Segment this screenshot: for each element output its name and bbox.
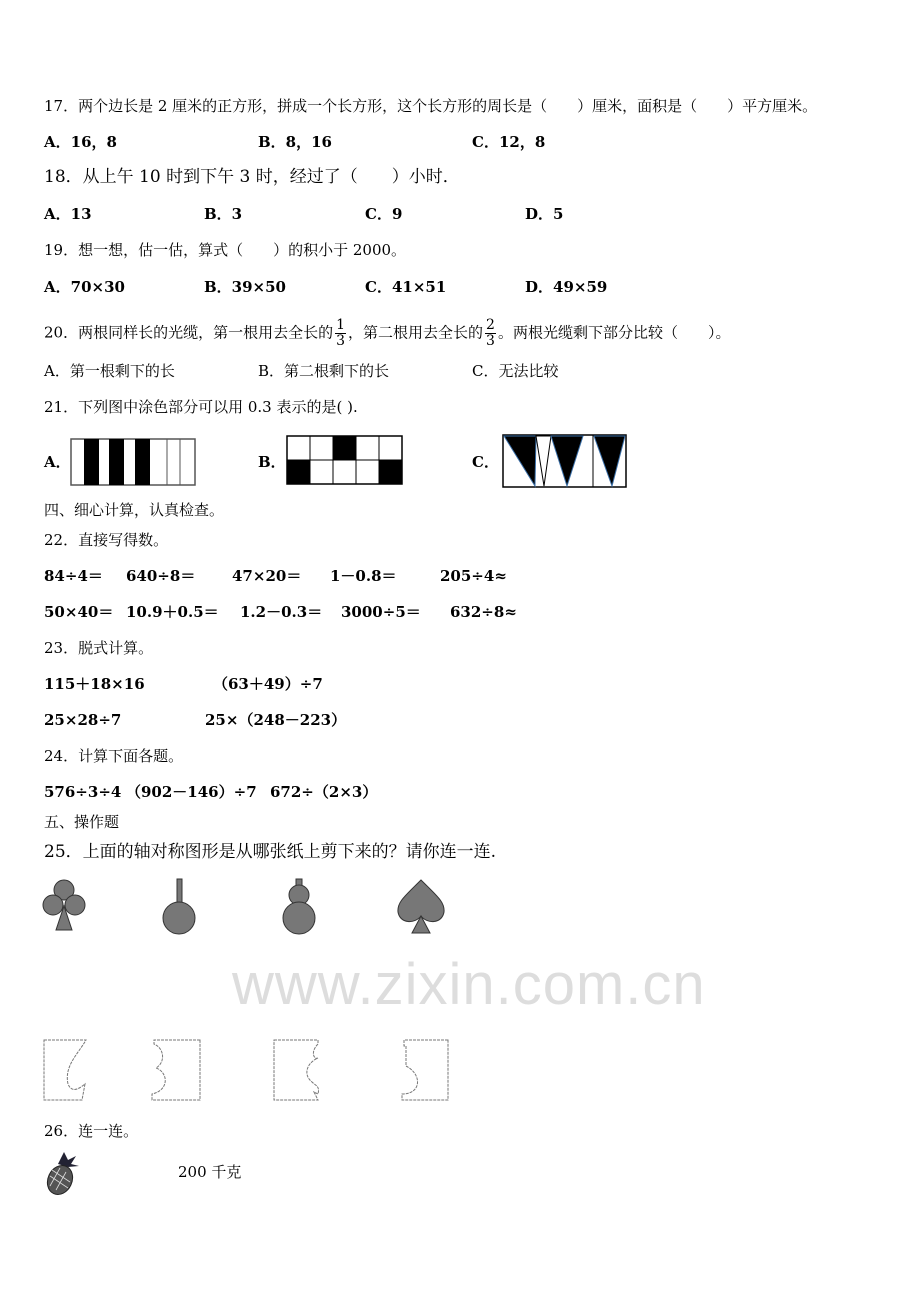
q18-stem: 18．从上午 10 时到下午 3 时，经过了（ ）小时．	[44, 167, 460, 187]
section-4-title: 四、细心计算，认真检查。	[44, 501, 225, 519]
spade-shape-icon	[395, 878, 447, 936]
q22-item: 3000÷5＝	[341, 603, 421, 621]
q22-stem: 22．直接写得数。	[44, 531, 169, 549]
q17-option-a: A．16，8	[44, 133, 117, 151]
q22-item: 205÷4≈	[440, 567, 507, 585]
figure-a-stripes	[70, 438, 200, 486]
q21-label-b: B．	[258, 453, 286, 471]
q24-stem: 24．计算下面各题。	[44, 747, 184, 765]
fraction-two-thirds	[485, 318, 496, 349]
q20-option-c: C．无法比较	[472, 362, 559, 380]
q23-item: （63＋49）÷7	[213, 675, 323, 693]
q22-item: 10.9＋0.5＝	[126, 603, 219, 621]
paper-piece-3[interactable]	[272, 1038, 324, 1102]
q20-option-a: A．第一根剩下的长	[44, 362, 175, 380]
paper-piece-4[interactable]	[400, 1038, 450, 1102]
numerator: 1	[336, 317, 346, 333]
q19-option-a: A．70×30	[44, 278, 125, 296]
q18-option-a: A．13	[44, 205, 92, 223]
q18-option-d: D．5	[525, 205, 564, 223]
q21-label-a: A．	[44, 453, 71, 471]
gourd-shape-icon	[280, 878, 320, 938]
q23-item: 25×28÷7	[44, 711, 122, 729]
denominator: 3	[486, 333, 495, 349]
q22-item: 640÷8＝	[126, 567, 196, 585]
paper-piece-2[interactable]	[150, 1038, 202, 1102]
paper-piece-1[interactable]	[42, 1038, 92, 1102]
q20-stem	[44, 318, 730, 349]
fraction-one-third	[335, 318, 346, 349]
q22-item: 1.2－0.3＝	[240, 603, 323, 621]
q26-stem: 26．连一连。	[44, 1122, 139, 1140]
figure-b-grid	[286, 435, 404, 487]
numerator: 2	[486, 317, 495, 333]
q18-option-b: B．3	[204, 205, 243, 223]
q25-stem: 25．上面的轴对称图形是从哪张纸上剪下来的？请你连一连.	[44, 842, 497, 862]
spoon-shape-icon	[160, 878, 200, 938]
q19-stem: 19．想一想，估一估，算式（ ）的积小于 2000。	[44, 241, 407, 259]
q23-item: 115＋18×16	[44, 675, 145, 693]
q24-item: 576÷3÷4	[44, 783, 122, 801]
pineapple-icon	[44, 1148, 84, 1196]
q18-option-c: C．9	[365, 205, 403, 223]
q20-option-b: B．第二根剩下的长	[258, 362, 390, 380]
q17-stem: 17．两个边长是 2 厘米的正方形，拼成一个长方形，这个长方形的周长是（ ）厘米，面积是（ ）平方厘米。	[44, 97, 818, 115]
weight-label-200kg[interactable]: 200 千克	[178, 1163, 242, 1181]
q19-option-d: D．49×59	[525, 278, 608, 296]
q23-item: 25×（248－223）	[205, 711, 347, 729]
q23-stem: 23．脱式计算。	[44, 639, 154, 657]
q20-stem-a: 20．两根同样长的光缆，第一根用去全长的	[44, 323, 334, 342]
q24-item: （902－146）÷7	[126, 783, 257, 801]
q24-item: 672÷（2×3）	[270, 783, 378, 801]
section-5-title: 五、操作题	[44, 813, 120, 831]
q22-item: 1－0.8＝	[330, 567, 397, 585]
q19-option-b: B．39×50	[204, 278, 286, 296]
q22-item: 50×40＝	[44, 603, 114, 621]
q17-option-c: C．12，8	[472, 133, 546, 151]
q19-option-c: C．41×51	[365, 278, 447, 296]
q22-item: 632÷8≈	[450, 603, 517, 621]
q21-stem: 21．下列图中涂色部分可以用 0.3 表示的是( ).	[44, 398, 358, 416]
watermark: www.zixin.com.cn	[232, 952, 706, 1017]
q21-label-c: C．	[472, 453, 499, 471]
club-shape-icon	[40, 878, 100, 933]
denominator: 3	[336, 333, 346, 349]
figure-c-triangles	[502, 434, 628, 488]
q22-item: 84÷4＝	[44, 567, 103, 585]
q20-stem-c: 。两根光缆剩下部分比较（ ）。	[497, 323, 731, 342]
q20-stem-b: ，第二根用去全长的	[348, 323, 484, 342]
q22-item: 47×20＝	[232, 567, 302, 585]
q17-option-b: B．8，16	[258, 133, 332, 151]
